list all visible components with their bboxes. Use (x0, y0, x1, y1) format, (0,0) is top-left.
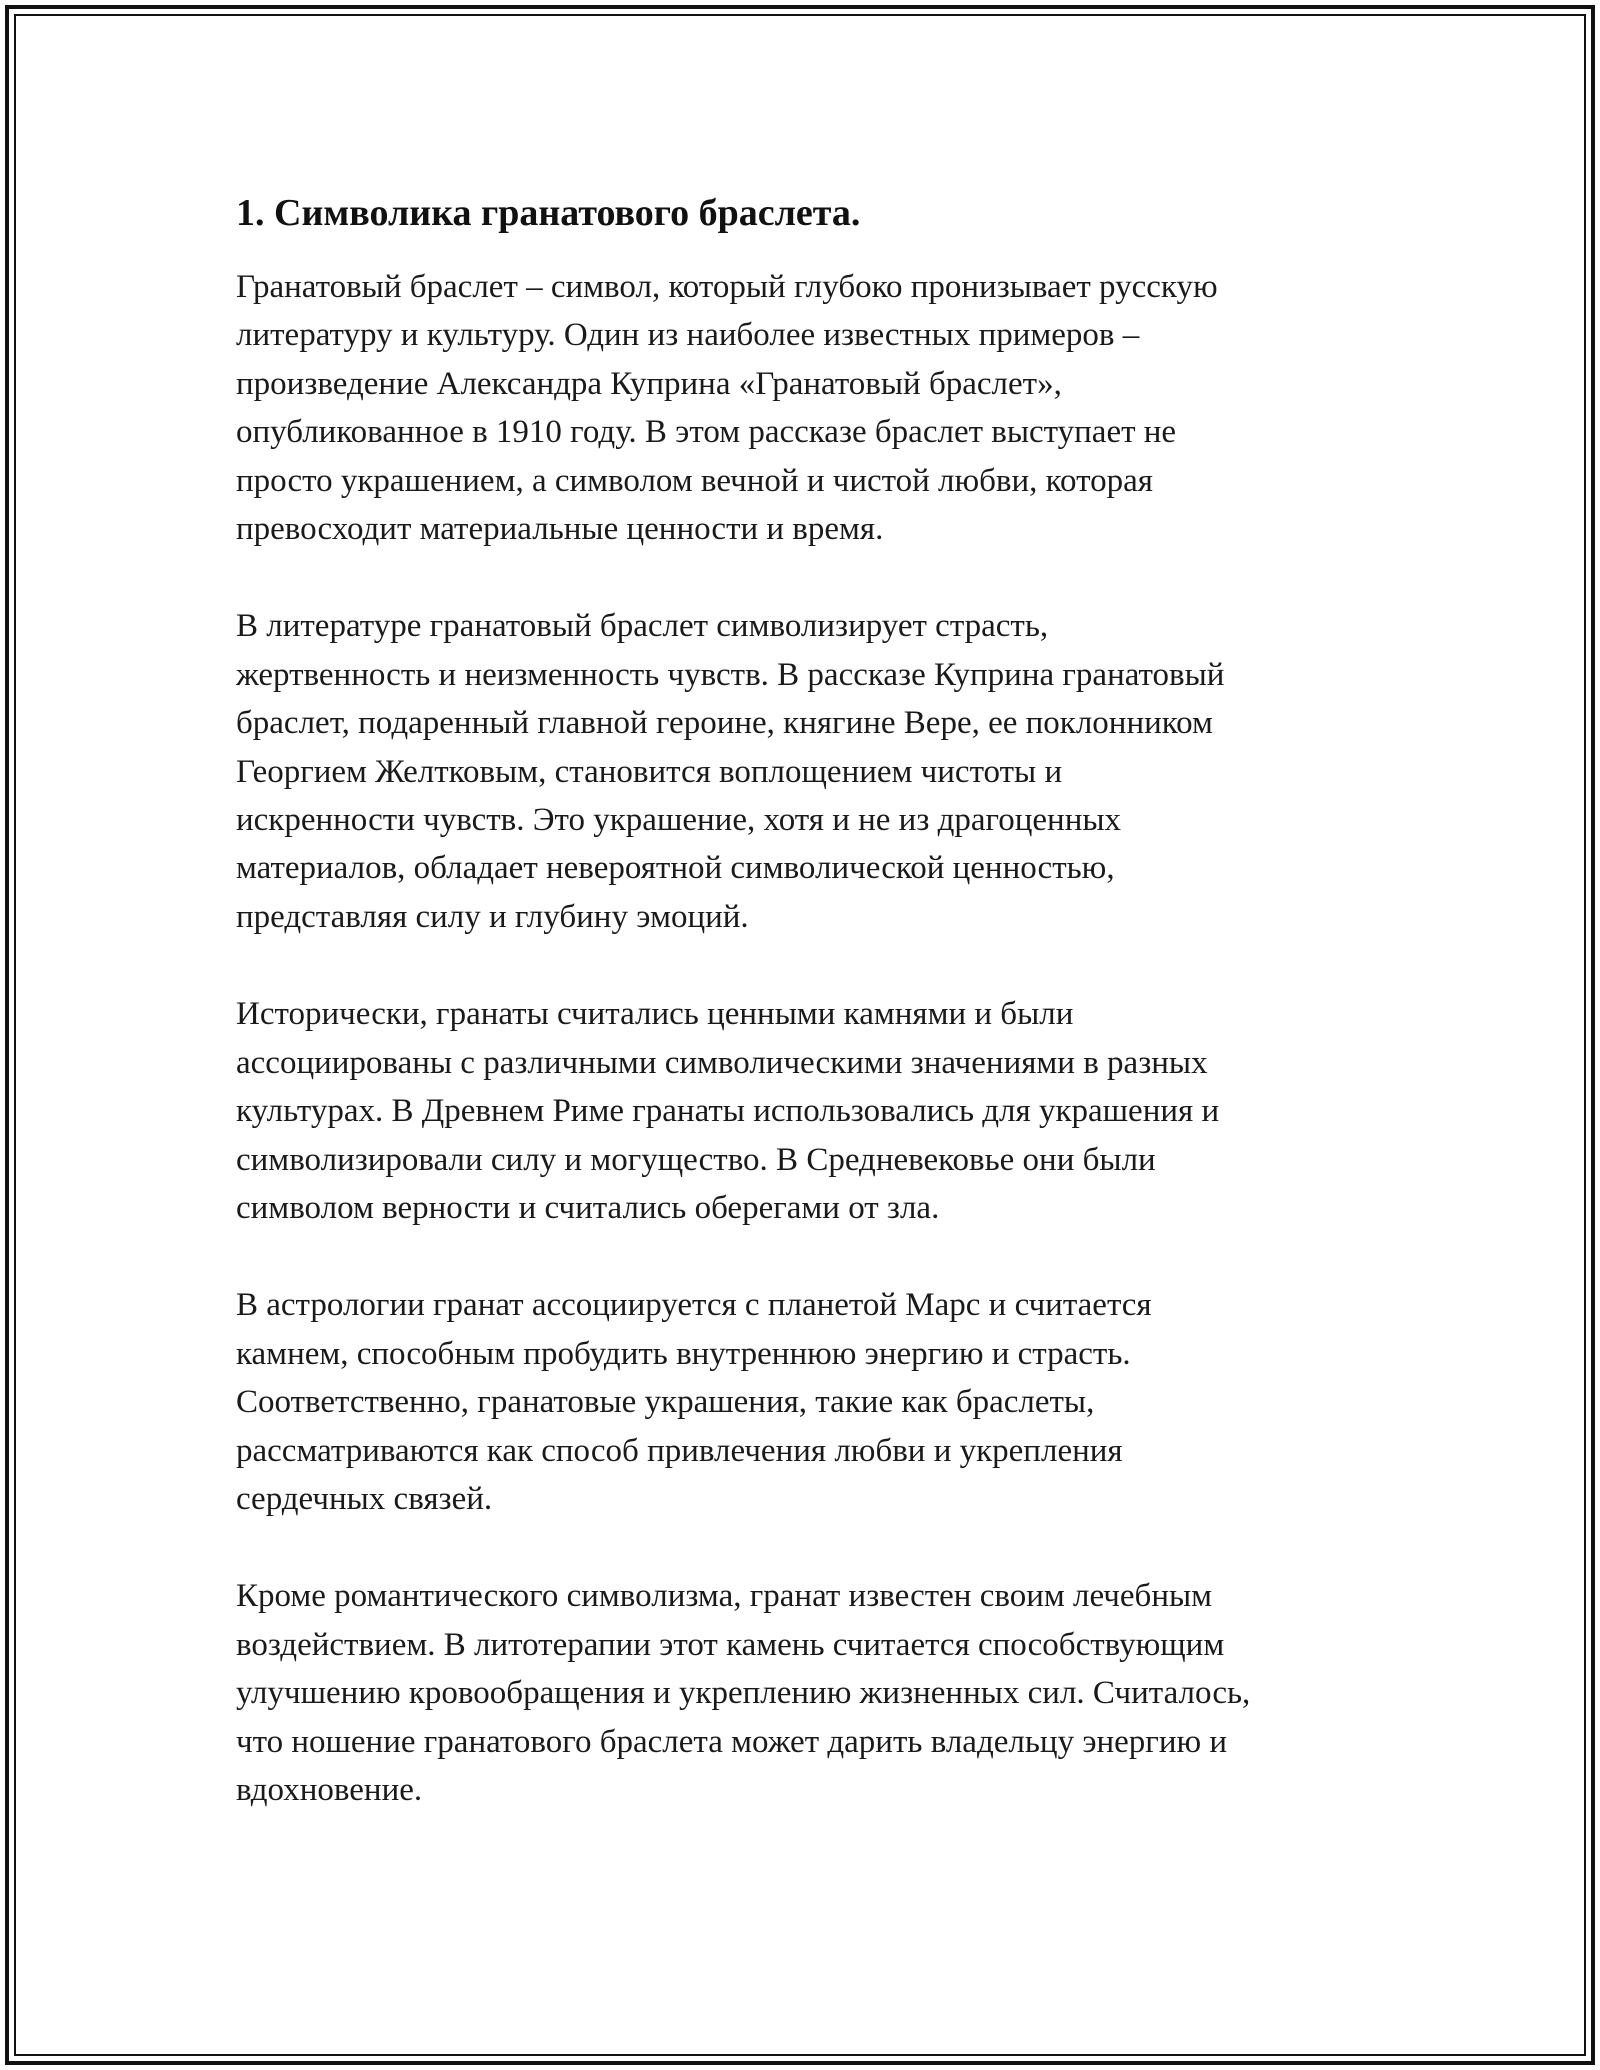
paragraph-astrology (236, 1281, 1376, 1523)
paragraph-literature (236, 602, 1376, 941)
text-line: В астрологии гранат ассоциируется с планетой Марс и считается (236, 1287, 1152, 1324)
text-line: Гранатовый браслет – символ, который глубоко пронизывает русскую (236, 269, 1218, 305)
text-line: символом верности и считались оберегами от зла. (236, 1189, 940, 1226)
text-line: что ношение гранатового браслета может дарить владельцу энергию и (236, 1723, 1228, 1760)
text-line: представляя силу и глубину эмоций. (236, 898, 749, 935)
text-line: В литературе гранатовый браслет символизирует страсть, (236, 608, 1049, 645)
text-line: искренности чувств. Это украшение, хотя и не из драгоценных (236, 802, 1122, 839)
paragraph-bracelet-symbol (236, 263, 1376, 553)
text-line: просто украшением, а символом вечной и чистой любви, которая (236, 462, 1153, 499)
text-line: браслет, подаренный главной героине, княгине Вере, ее поклонником (236, 705, 1213, 742)
text-line: Георгием Желтковым, становится воплощением чистоты и (236, 753, 1063, 790)
paragraph-healing (236, 1572, 1376, 1814)
text-line: рассматриваются как способ привлечения любви и укрепления (236, 1432, 1123, 1469)
text-line: Исторически, гранаты считались ценными камнями и были (236, 996, 1074, 1033)
text-line: Кроме романтического символизма, гранат известен своим лечебным (236, 1578, 1213, 1615)
text-line: опубликованное в 1910 году. В этом рассказе браслет выступает не (236, 414, 1177, 451)
document-body (236, 185, 1376, 1863)
text-line: Соответственно, гранатовые украшения, такие как браслеты, (236, 1384, 1095, 1421)
text-line: материалов, обладает невероятной символической ценностью, (236, 850, 1115, 887)
text-line: улучшению кровообращения и укреплению жизненных сил. Считалось, (236, 1675, 1251, 1712)
text-line: произведение Александра Куприна «Гранатовый браслет», (236, 365, 1062, 402)
text-line: культурах. В Древнем Риме гранаты использовались для украшения и (236, 1093, 1220, 1130)
text-line: символизировали силу и могущество. В Средневековье они были (236, 1141, 1156, 1178)
text-line: камнем, способным пробудить внутреннюю энергию и страсть. (236, 1335, 1131, 1372)
text-line: вдохновение. (236, 1771, 423, 1808)
text-line: жертвенность и неизменность чувств. В рассказе Куприна гранатовый (236, 656, 1225, 693)
paragraph-history (236, 990, 1376, 1232)
text-line: превосходит материальные ценности и время. (236, 511, 884, 548)
text-line: литературу и культуру. Один из наиболее известных примеров – (236, 317, 1140, 354)
section-heading: 1. Символика гранатового браслета. (236, 192, 861, 234)
text-line: воздействием. В литотерапии этот камень считается способствующим (236, 1626, 1225, 1663)
text-line: сердечных связей. (236, 1480, 493, 1517)
text-line: ассоциированы с различными символическими значениями в разных (236, 1044, 1208, 1081)
